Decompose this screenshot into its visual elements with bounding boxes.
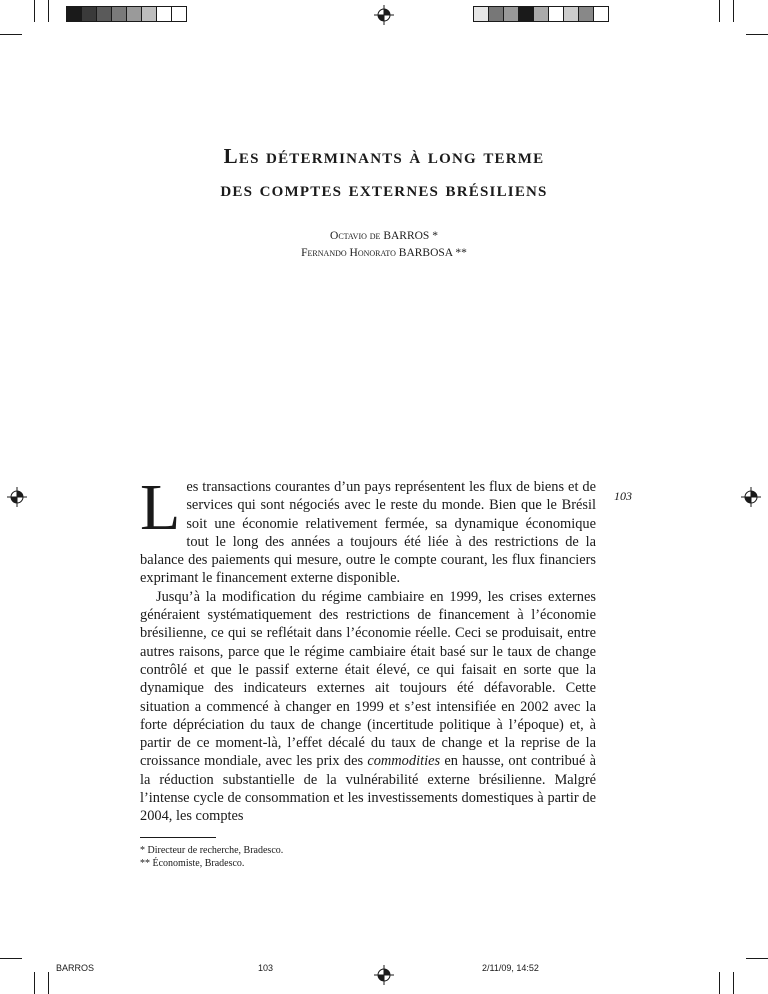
color-swatch [578,6,594,22]
color-swatch [66,6,82,22]
title-line-2: des comptes externes brésiliens [220,176,548,201]
author-2-given-name: Fernando Honorato [301,246,396,259]
registration-mark-icon [373,964,395,986]
paragraph-1 [140,471,596,588]
color-bar-left [66,6,186,22]
color-swatch [96,6,112,22]
color-bar-right [473,6,608,22]
color-swatch [548,6,564,22]
title-line-1: Les déterminants à long terme [223,144,545,168]
author-2 [80,245,688,262]
footnote-rule [140,837,216,838]
color-swatch [533,6,549,22]
article-title [80,140,688,205]
color-swatch [81,6,97,22]
slug-right: 2/11/09, 14:52 [482,963,539,973]
paragraph-2-text-b: en hausse, ont contribué à la réduction substantielle de la vulnérabilité externe brésilienne. Malgré l’intense cycle de consommation et les investissements domestiques à partir de 2004, les comptes [140,753,596,825]
author-list [80,228,688,261]
color-swatch [111,6,127,22]
color-swatch [171,6,187,22]
footnote-2: ** Économiste, Bradesco. [140,858,245,869]
registration-mark-icon [373,4,395,26]
registration-mark-icon [6,486,28,508]
paragraph-2-text-a: Jusqu’à la modification du régime cambiaire en 1999, les crises externes généraient systématiquement des restrictions de financement à l’économie brésilienne, ce qui se reflétait dans l’économie réelle. Ceci se produisait, entre autres raisons, parce que le régime cambiaire était basé sur le taux de change contrôlé et que le passif externe était élevé, ce qui faisait en sorte que la dynamique des indicateurs externes ait toujours été défavorable. Cette situation a commencé à changer en 1999 et s’est intensifiée en 2002 avec la forte dépréciation du taux de change (incertitude politique à l’époque) et, à partir de ce moment-là, l’effet décalé du taux de change et la reprise de la croissance mondiale, avec les prix des [140,588,596,770]
slug-center: 103 [258,963,274,973]
color-swatch [126,6,142,22]
paragraph-1-text: es transactions courantes d’un pays représentent les flux de biens et de services qui sont négociés avec le reste du monde. Bien que le Brésil soit une économie relativement fermée, sa dynamique économique tout le long des années a toujours été liée à des restrictions de la balance des paiements qui mesure, outre le compte courant, les flux financiers exprimant le financement externe disponible. [140,479,596,587]
page-number: 103 [614,489,632,503]
registration-mark-icon [740,486,762,508]
color-swatch [141,6,157,22]
footnote-1: * Directeur de recherche, Bradesco. [140,845,284,856]
color-swatch [156,6,172,22]
color-swatch [593,6,609,22]
footnotes [140,844,283,870]
color-swatch [503,6,519,22]
italic-term: commodities [367,753,441,770]
author-1-family-name: BARROS * [383,230,438,242]
paragraph-2 [140,588,596,826]
slug-left: BARROS [56,963,95,973]
color-swatch [518,6,534,22]
color-swatch [563,6,579,22]
color-swatch [488,6,504,22]
author-1-given-name: Octavio de [330,230,381,242]
author-1 [80,228,688,245]
author-2-family-name: BARBOSA ** [398,246,467,259]
drop-cap: L [140,471,181,544]
color-swatch [473,6,489,22]
body-text [140,471,596,826]
